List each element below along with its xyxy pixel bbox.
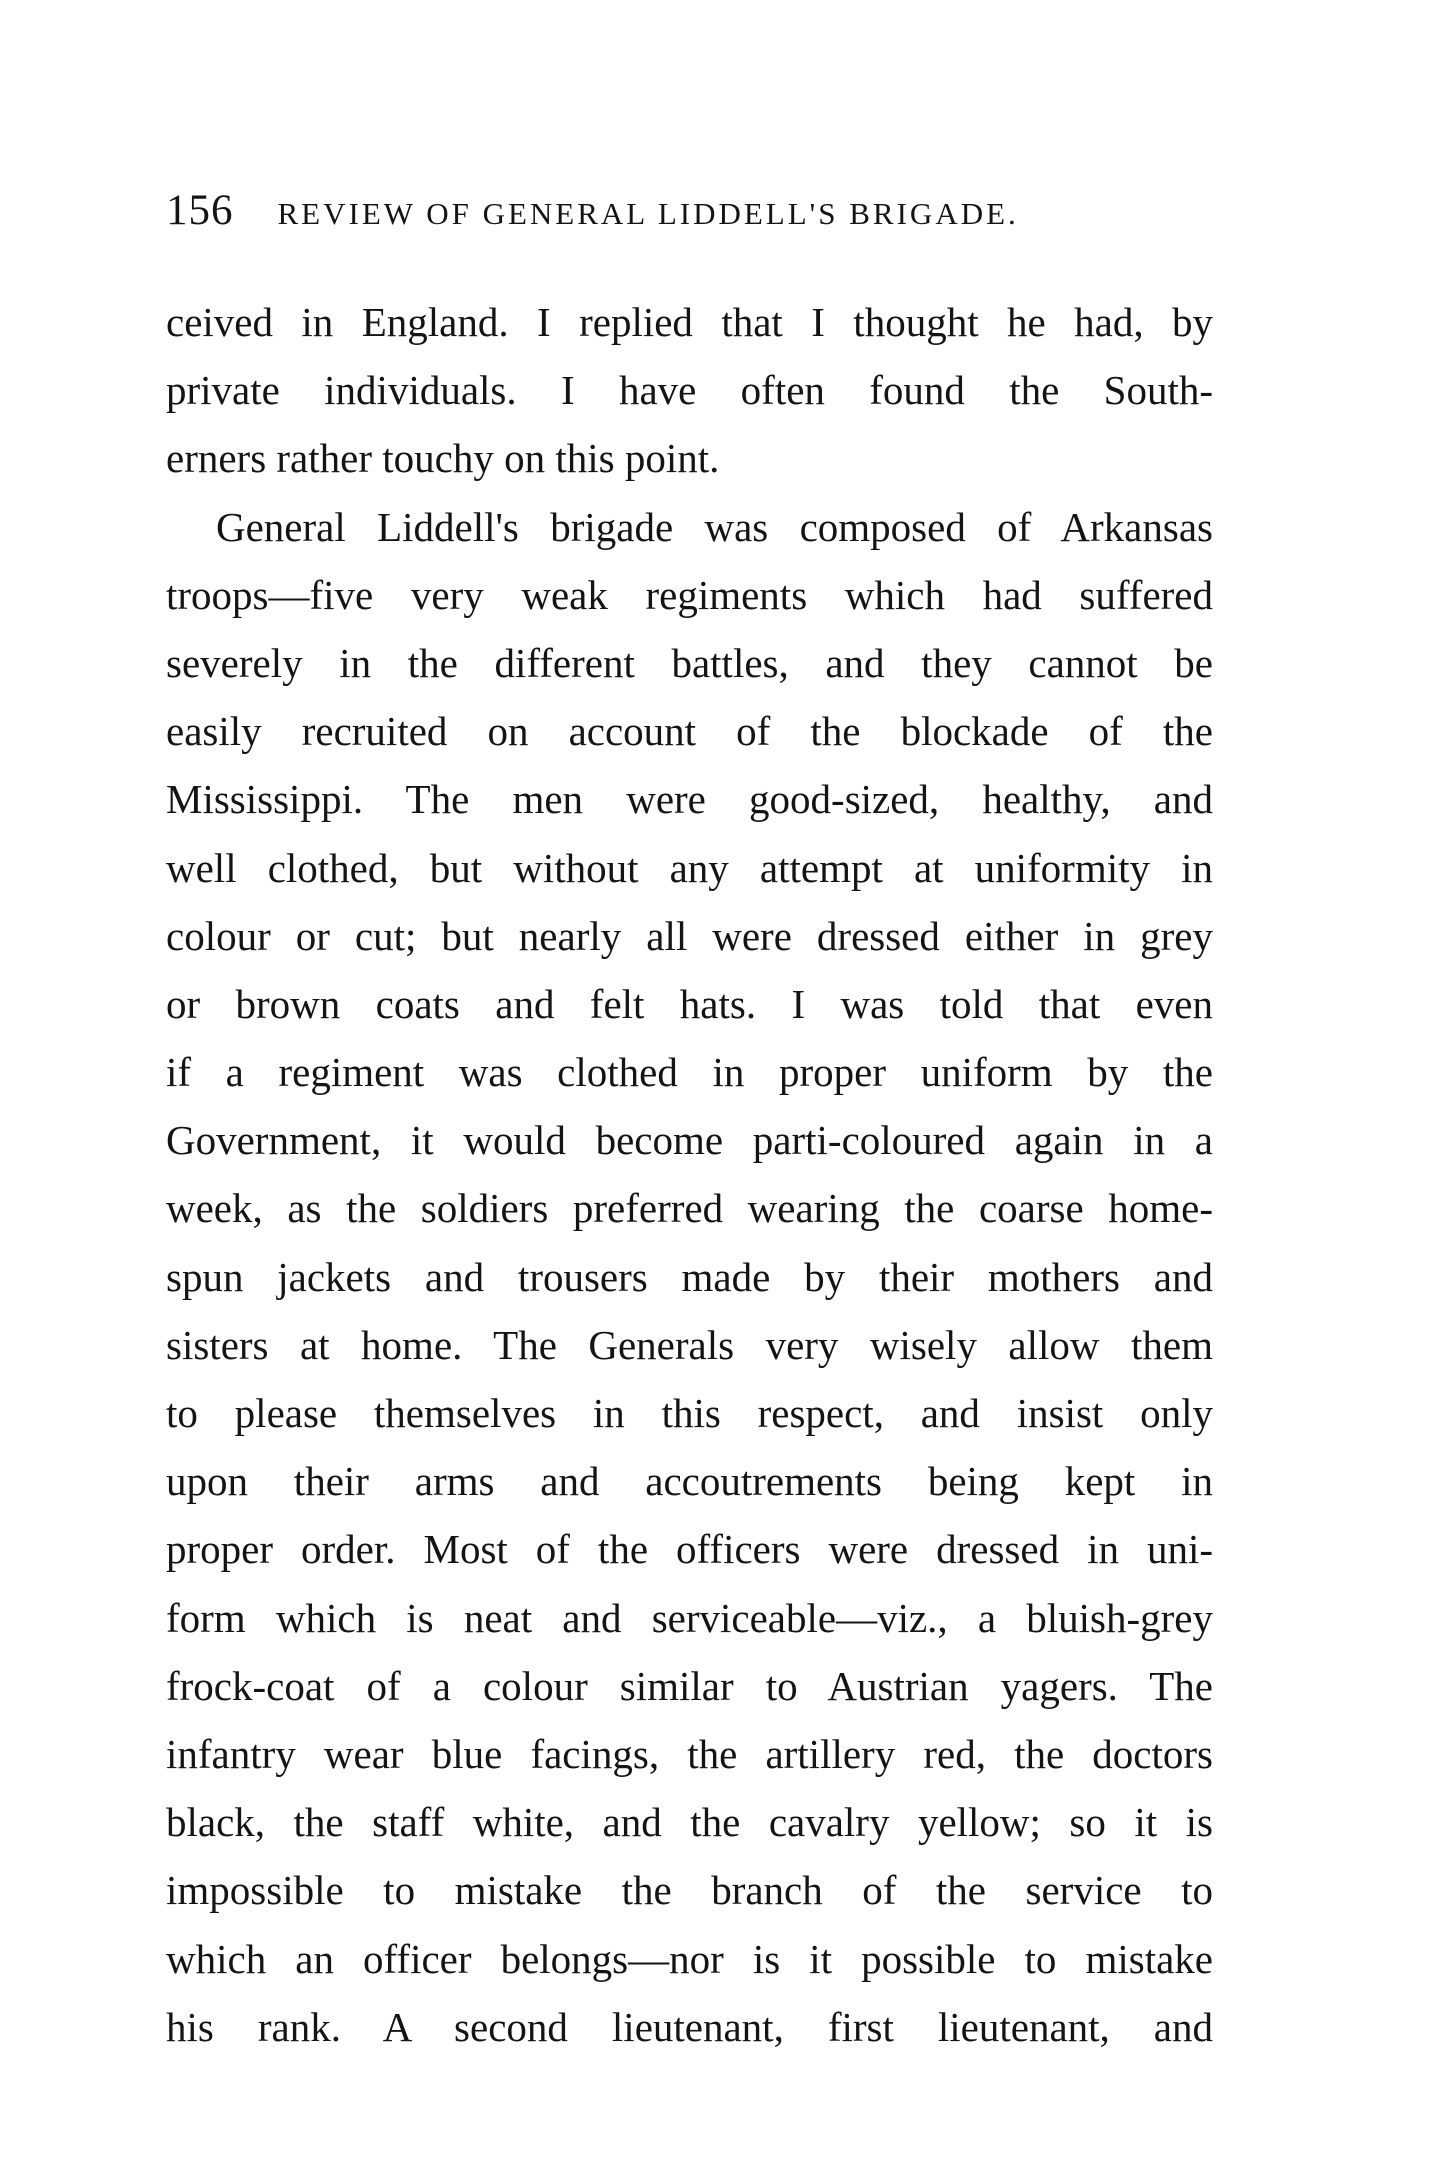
text-line: Government, it would become parti-coloured again in a bbox=[166, 1117, 1213, 1164]
text-line: upon their arms and accoutrements being kept in bbox=[166, 1458, 1213, 1505]
text-line: colour or cut; but nearly all were dressed either in grey bbox=[166, 912, 1213, 959]
text-line: spun jackets and trousers made by their mothers and bbox=[166, 1253, 1213, 1300]
text-line: well clothed, but without any attempt at uniformity in bbox=[166, 844, 1213, 891]
text-line: which an officer belongs—nor is it possible to mistake bbox=[166, 1935, 1213, 1982]
text-line: severely in the different battles, and they cannot be bbox=[166, 639, 1213, 686]
running-title: REVIEW OF GENERAL LIDDELL'S BRIGADE. bbox=[277, 196, 1019, 231]
text-line: form which is neat and serviceable—viz., a bluish-grey bbox=[166, 1594, 1213, 1641]
body-text bbox=[166, 288, 1213, 2061]
running-header bbox=[166, 186, 1216, 246]
text-line: erners rather touchy on this point. bbox=[166, 435, 720, 482]
text-line: if a regiment was clothed in proper uniform by the bbox=[166, 1049, 1213, 1096]
text-line: week, as the soldiers preferred wearing the coarse home- bbox=[166, 1185, 1213, 1232]
paragraph-first-line: General Liddell's brigade was composed of Arkansas bbox=[216, 503, 1213, 550]
text-line: troops—five very weak regiments which had suffered bbox=[166, 571, 1213, 618]
page-number: 156 bbox=[166, 187, 234, 234]
text-line: his rank. A second lieutenant, first lieutenant, and bbox=[166, 2003, 1213, 2050]
text-line: private individuals. I have often found the South- bbox=[166, 367, 1213, 414]
text-line: impossible to mistake the branch of the service to bbox=[166, 1867, 1213, 1914]
text-line: Mississippi. The men were good-sized, healthy, and bbox=[166, 776, 1213, 823]
text-line: or brown coats and felt hats. I was told that even bbox=[166, 980, 1213, 1027]
text-line: easily recruited on account of the blockade of the bbox=[166, 708, 1213, 755]
text-line: ceived in England. I replied that I thought he had, by bbox=[166, 299, 1213, 345]
text-line: frock-coat of a colour similar to Austrian yagers. The bbox=[166, 1662, 1213, 1709]
text-line: black, the staff white, and the cavalry yellow; so it is bbox=[166, 1799, 1213, 1846]
text-line: sisters at home. The Generals very wisely allow them bbox=[166, 1321, 1213, 1368]
text-line: to please themselves in this respect, and insist only bbox=[166, 1390, 1213, 1436]
text-line: infantry wear blue facings, the artillery red, the doctors bbox=[166, 1730, 1213, 1777]
text-line: proper order. Most of the officers were dressed in uni- bbox=[166, 1526, 1213, 1573]
